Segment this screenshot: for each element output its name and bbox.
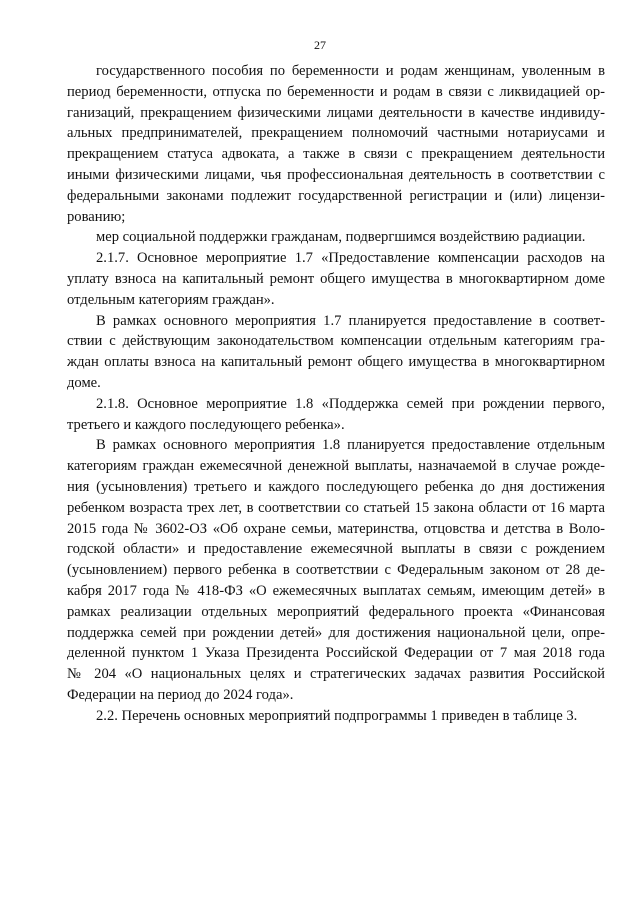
text-line: федеральными законами подлежит государственной регистрации и (или) лицензи- [67, 187, 605, 204]
text-line: В рамках основного мероприятия 1.7 планируется предоставление в соответ- [96, 312, 605, 329]
text-line: ния (усыновления) третьего и каждого последующего ребенка до дня достижения [67, 478, 605, 495]
text-line: 2015 года № 3602-ОЗ «Об охране семьи, материнства, отцовства и детства в Воло- [67, 520, 605, 537]
text-line: ствии с действующим законодательством компенсации отдельным категориям гра- [67, 333, 605, 350]
text-line: ждан оплаты взноса на капитальный ремонт общего имущества в многоквартирном [67, 354, 605, 371]
text-line: рамках реализации отдельных мероприятий федерального проекта «Финансовая [67, 603, 605, 620]
text-line: уплату взноса на капитальный ремонт общего имущества в многоквартирном доме [67, 270, 605, 287]
text-line: деленной пунктом 1 Указа Президента Российской Федерации от 7 мая 2018 года [67, 645, 605, 662]
text-line: мер социальной поддержки гражданам, подвергшимся воздействию радиации. [96, 229, 586, 246]
text-line: 2.1.8. Основное мероприятие 1.8 «Поддержка семей при рождении первого, [96, 395, 605, 412]
text-line: В рамках основного мероприятия 1.8 планируется предоставление отдельным [96, 437, 605, 454]
text-line: отдельным категориям граждан». [67, 291, 275, 308]
text-line: кабря 2017 года № 418-ФЗ «О ежемесячных выплатах семьям, имеющим детей» в [67, 582, 605, 599]
text-line: Федерации на период до 2024 года». [67, 686, 294, 703]
text-line: рованию; [67, 208, 126, 225]
text-line: третьего и каждого последующего ребенка». [67, 416, 345, 433]
text-line: государственного пособия по беременности и родам женщинам, уволенным в [96, 63, 605, 79]
text-line: категориям граждан ежемесячной денежной выплаты, назначаемой в случае рожде- [67, 458, 605, 475]
text-line: альных предпринимателей, прекращением полномочий частными нотариусами и [67, 125, 605, 142]
text-line: доме. [67, 374, 101, 391]
text-line: прекращением статуса адвоката, а также в связи с прекращением деятельности [67, 146, 605, 163]
text-line: поддержка семей при рождении детей» для достижения национальной цели, опре- [67, 624, 605, 641]
text-line: № 204 «О национальных целях и стратегических задачах развития Российской [67, 666, 605, 683]
text-line: 2.1.7. Основное мероприятие 1.7 «Предоставление компенсации расходов на [96, 250, 605, 267]
text-line: годской области» и предоставление ежемесячной выплаты в связи с рождением [67, 541, 605, 558]
text-line: период беременности, отпуска по беременности и родам в связи с ликвидацией ор- [67, 83, 605, 100]
text-line: ребенком возраста трех лет, в соответствии со статьей 15 закона области от 16 марта [67, 499, 605, 516]
text-line: 2.2. Перечень основных мероприятий подпрограммы 1 приведен в таблице 3. [96, 707, 578, 724]
text-line: (усыновлением) первого ребенка в соответствии с Федеральным законом от 28 де- [67, 562, 605, 579]
body-text [67, 61, 605, 727]
page-number: 27 [314, 38, 326, 52]
text-line: иными физическими лицами, чья профессиональная деятельность в соответствии с [67, 166, 605, 183]
text-line: ганизаций, прекращением физическими лицами деятельности в качестве индивиду- [67, 104, 605, 121]
